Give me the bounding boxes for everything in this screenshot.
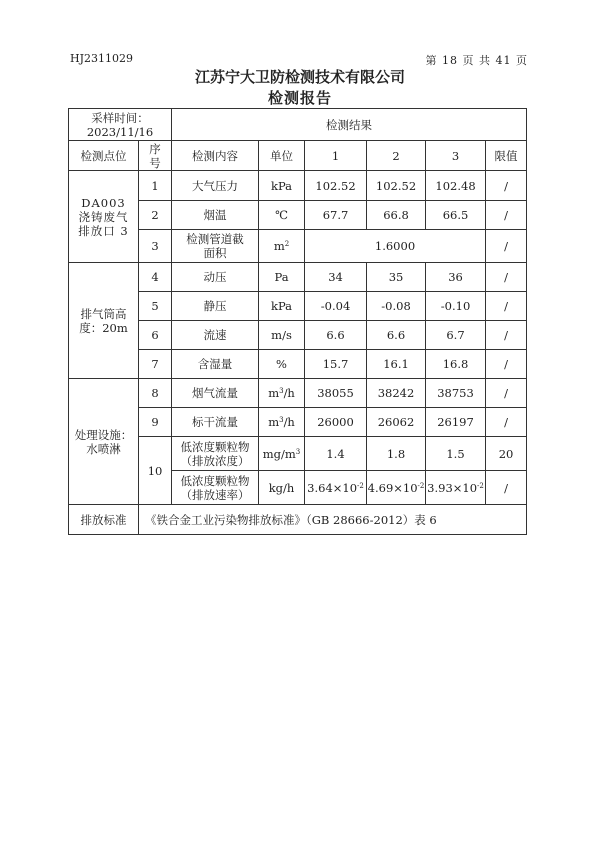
row-value-2: 1.8: [367, 437, 426, 471]
table-row: [69, 171, 527, 201]
row-seq: 2: [139, 201, 172, 230]
row-value-3: 1.5: [426, 437, 486, 471]
row-unit: kPa: [259, 171, 305, 201]
row-value-1: 6.6: [305, 321, 367, 350]
row-limit: /: [486, 321, 527, 350]
row-value-3: -0.10: [426, 292, 486, 321]
row-value-3: 6.7: [426, 321, 486, 350]
row-limit: /: [486, 379, 527, 408]
row-seq: 1: [139, 171, 172, 201]
header-limit: 限值: [486, 141, 527, 171]
row-item: 流速: [172, 321, 259, 350]
row-value-1: 1.4: [305, 437, 367, 471]
sampling-label: 采样时间：: [91, 110, 149, 125]
row-value-1: -0.04: [305, 292, 367, 321]
row-value-2: -0.08: [367, 292, 426, 321]
row-limit: /: [486, 171, 527, 201]
row-item: 静压: [172, 292, 259, 321]
row-value-3: 26197: [426, 408, 486, 437]
row-value-3: 36: [426, 263, 486, 292]
results-table: [68, 108, 527, 535]
row-value-3: 102.48: [426, 171, 486, 201]
row-merged-value: 1.6000: [305, 230, 486, 263]
row-seq: 10: [139, 437, 172, 505]
point-name: DA003 浇铸废气排放口 3: [69, 171, 139, 263]
table-row: [69, 379, 527, 408]
column-header-row: [69, 141, 527, 171]
results-header: 检测结果: [172, 109, 527, 141]
row-limit: /: [486, 408, 527, 437]
standard-text: 《铁合金工业污染物排放标准》（GB 28666-2012）表 6: [139, 505, 527, 535]
row-seq: 7: [139, 350, 172, 379]
treatment-facility: 处理设施：水喷淋: [69, 379, 139, 505]
row-unit: $m^3/h$: [259, 408, 305, 437]
row-value-2: 38242: [367, 379, 426, 408]
row-value-3: 66.5: [426, 201, 486, 230]
row-limit: 20: [486, 437, 527, 471]
row-seq: 4: [139, 263, 172, 292]
row-seq: 8: [139, 379, 172, 408]
row-limit: /: [486, 230, 527, 263]
row-value-1: $3.64\times 10^{-2}$: [305, 471, 367, 505]
header-item: 检测内容: [172, 141, 259, 171]
row-item: 大气压力: [172, 171, 259, 201]
row-unit: ℃: [259, 201, 305, 230]
row-item: 低浓度颗粒物（排放速率）: [172, 471, 259, 505]
row-unit: kg/h: [259, 471, 305, 505]
row-value-1: 67.7: [305, 201, 367, 230]
header-point: 检测点位: [69, 141, 139, 171]
row-seq: 6: [139, 321, 172, 350]
document-id: HJ2311029: [70, 52, 133, 65]
row-value-1: 102.52: [305, 171, 367, 201]
row-seq: 3: [139, 230, 172, 263]
table-row: [69, 263, 527, 292]
row-item: 低浓度颗粒物（排放浓度）: [172, 437, 259, 471]
row-limit: /: [486, 201, 527, 230]
row-unit: $m^2$: [259, 230, 305, 263]
header-run-3: 3: [426, 141, 486, 171]
row-unit: Pa: [259, 263, 305, 292]
row-value-1: 34: [305, 263, 367, 292]
row-value-2: 6.6: [367, 321, 426, 350]
sampling-row: [69, 109, 527, 141]
row-value-1: 15.7: [305, 350, 367, 379]
row-item: 动压: [172, 263, 259, 292]
row-seq: 9: [139, 408, 172, 437]
report-title: 检测报告: [267, 89, 332, 107]
row-value-2: 16.1: [367, 350, 426, 379]
row-item: 检测管道截面积: [172, 230, 259, 263]
company-name: 江苏宁大卫防检测技术有限公司: [194, 68, 405, 86]
header-run-2: 2: [367, 141, 426, 171]
row-unit: kPa: [259, 292, 305, 321]
row-value-1: 38055: [305, 379, 367, 408]
sampling-date: 2023/11/16: [86, 124, 154, 139]
row-value-1: 26000: [305, 408, 367, 437]
row-unit: m/s: [259, 321, 305, 350]
row-value-3: 38753: [426, 379, 486, 408]
header-unit: 单位: [259, 141, 305, 171]
header-run-1: 1: [305, 141, 367, 171]
page-number: 第 18 页 共 41 页: [425, 54, 528, 67]
sampling-cell: [69, 109, 172, 141]
row-value-3: 16.8: [426, 350, 486, 379]
row-value-2: $4.69\times 10^{-2}$: [367, 471, 426, 505]
row-value-2: 66.8: [367, 201, 426, 230]
row-limit: /: [486, 292, 527, 321]
row-unit: %: [259, 350, 305, 379]
stack-height: 排气筒高度：20m: [69, 263, 139, 379]
row-limit: /: [486, 263, 527, 292]
row-seq: 5: [139, 292, 172, 321]
row-item: 含湿量: [172, 350, 259, 379]
row-item: 烟温: [172, 201, 259, 230]
row-value-2: 102.52: [367, 171, 426, 201]
row-item: 烟气流量: [172, 379, 259, 408]
row-value-2: 26062: [367, 408, 426, 437]
row-item: 标干流量: [172, 408, 259, 437]
standard-label: 排放标准: [69, 505, 139, 535]
standard-row: [69, 505, 527, 535]
row-limit: /: [486, 350, 527, 379]
header-seq: 序号: [139, 141, 172, 171]
row-unit: $m^3/h$: [259, 379, 305, 408]
row-value-2: 35: [367, 263, 426, 292]
row-limit: /: [486, 471, 527, 505]
row-unit: $mg/m^3$: [259, 437, 305, 471]
row-value-3: $3.93\times 10^{-2}$: [426, 471, 486, 505]
